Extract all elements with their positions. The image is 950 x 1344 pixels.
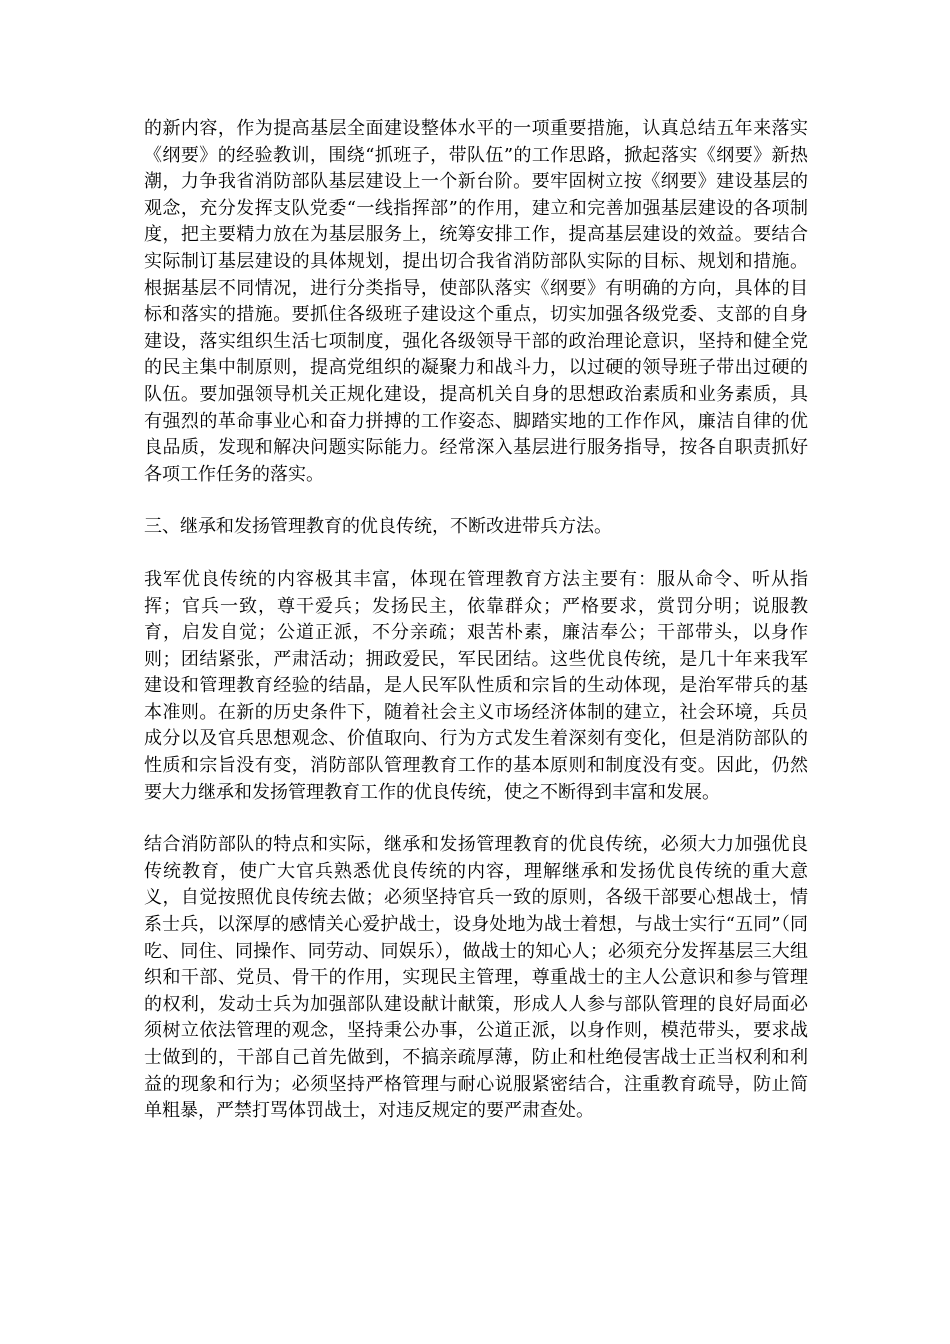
- paragraph-spacer: [144, 488, 808, 514]
- document-body: [144, 116, 808, 1125]
- paragraph-spacer: [144, 541, 808, 567]
- section-heading-3: 三、继承和发扬管理教育的优良传统，不断改进带兵方法。: [144, 516, 612, 538]
- paragraph-1: 的新内容，作为提高基层全面建设整体水平的一项重要措施，认真总结五年来落实《纲要》的经验教训，围绕“抓班子，带队伍”的工作思路，掀起落实《纲要》新热潮，力争我省消防部队基层建设上一个新台阶。要牢固树立按《纲要》建设基层的观念，充分发挥支队党委“一线指挥部”的作用，建立和完善加强基层建设的各项制度，把主要精力放在为基层服务上，统筹安排工作，提高基层建设的效益。要结合实际制订基层建设的具体规划，提出切合我省消防部队实际的目标、规划和措施。根据基层不同情况，进行分类指导，使部队落实《纲要》有明确的方向，具体的目标和落实的措施。要抓住各级班子建设这个重点，切实加强各级党委、支部的自身建设，落实组织生活七项制度，强化各级领导干部的政治理论意识，坚持和健全党的民主集中制原则，提高党组织的凝聚力和战斗力，以过硬的领导班子带出过硬的队伍。要加强领导机关正规化建设，提高机关自身的思想政治素质和业务素质，具有强烈的革命事业心和奋力拼搏的工作姿态、脚踏实地的工作作风，廉洁自律的优良品质，发现和解决问题实际能力。经常深入基层进行服务指导，按各自职责抓好各项工作任务的落实。: [144, 118, 808, 485]
- paragraph-2: 我军优良传统的内容极其丰富，体现在管理教育方法主要有：服从命令、听从指挥；官兵一致，尊干爱兵；发扬民主，依靠群众；严格要求，赏罚分明；说服教育，启发自觉；公道正派，不分亲疏；艰苦朴素，廉洁奉公；干部带头，以身作则；团结紧张，严肃活动；拥政爱民，军民团结。这些优良传统，是几十年来我军建设和管理教育经验的结晶，是人民军队性质和宗旨的生动体现，是治军带兵的基本准则。在新的历史条件下，随着社会主义市场经济体制的建立，社会环境，兵员成分以及官兵思想观念、价值取向、行为方式发生着深刻有变化，但是消防部队的性质和宗旨没有变，消防部队管理教育工作的基本原则和制度没有变。因此，仍然要大力继承和发扬管理教育工作的优良传统，使之不断得到丰富和发展。: [144, 568, 808, 803]
- paragraph-spacer: [144, 806, 808, 832]
- paragraph-3: 结合消防部队的特点和实际，继承和发扬管理教育的优良传统，必须大力加强优良传统教育，使广大官兵熟悉优良传统的内容，理解继承和发扬优良传统的重大意义，自觉按照优良传统去做；必须坚持官兵一致的原则，各级干部要心想战士，情系士兵，以深厚的感情关心爱护战士，设身处地为战士着想，与战士实行“五同”（同吃、同住、同操作、同劳动、同娱乐），做战士的知心人；必须充分发挥基层三大组织和干部、党员、骨干的作用，实现民主管理，尊重战士的主人公意识和参与管理的权利，发动士兵为加强部队建设献计献策，形成人人参与部队管理的良好局面必须树立依法管理的观念，坚持秉公办事，公道正派，以身作则，模范带头，要求战士做到的，干部自己首先做到，不搞亲疏厚薄，防止和杜绝侵害战士正当权利和利益的现象和行为；必须坚持严格管理与耐心说服紧密结合，注重教育疏导，防止简单粗暴，严禁打骂体罚战士，对违反规定的要严肃查处。: [144, 834, 808, 1122]
